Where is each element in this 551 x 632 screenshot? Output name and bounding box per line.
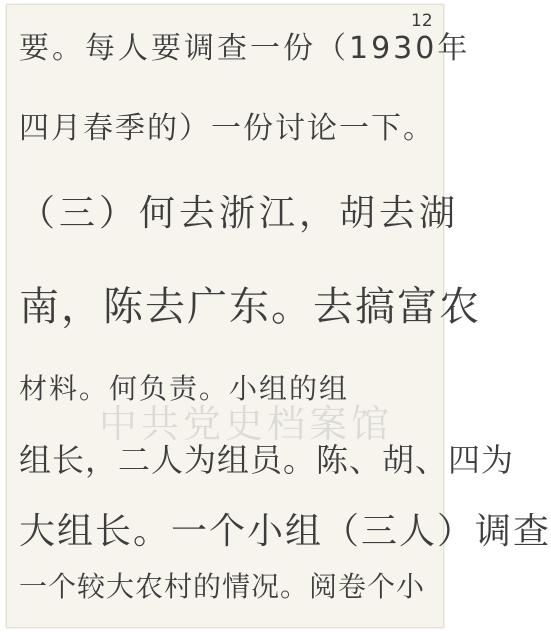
text-line-4: 南，陈去广东。去搞富农 — [19, 284, 481, 330]
text-line-8: 一个较大农村的情况。阅卷个小 — [19, 570, 426, 603]
archive-watermark: 中共党史档案馆 — [99, 402, 394, 446]
text-line-1: 要。每人要调查一份（1930年 — [19, 31, 471, 66]
text-line-7: 大组长。一个小组（三人）调查 — [19, 511, 551, 552]
page-number: 12 — [411, 11, 433, 31]
text-line-3: （三）何去浙江，胡去湖 — [19, 193, 460, 234]
text-line-2: 四月春季的）一份讨论一下。 — [19, 111, 435, 146]
text-line-5: 材料。何负责。小组的组 — [19, 372, 350, 405]
manuscript-page — [6, 4, 551, 628]
text-line-6: 组长，二人为组员。陈、胡、四为 — [19, 441, 515, 479]
